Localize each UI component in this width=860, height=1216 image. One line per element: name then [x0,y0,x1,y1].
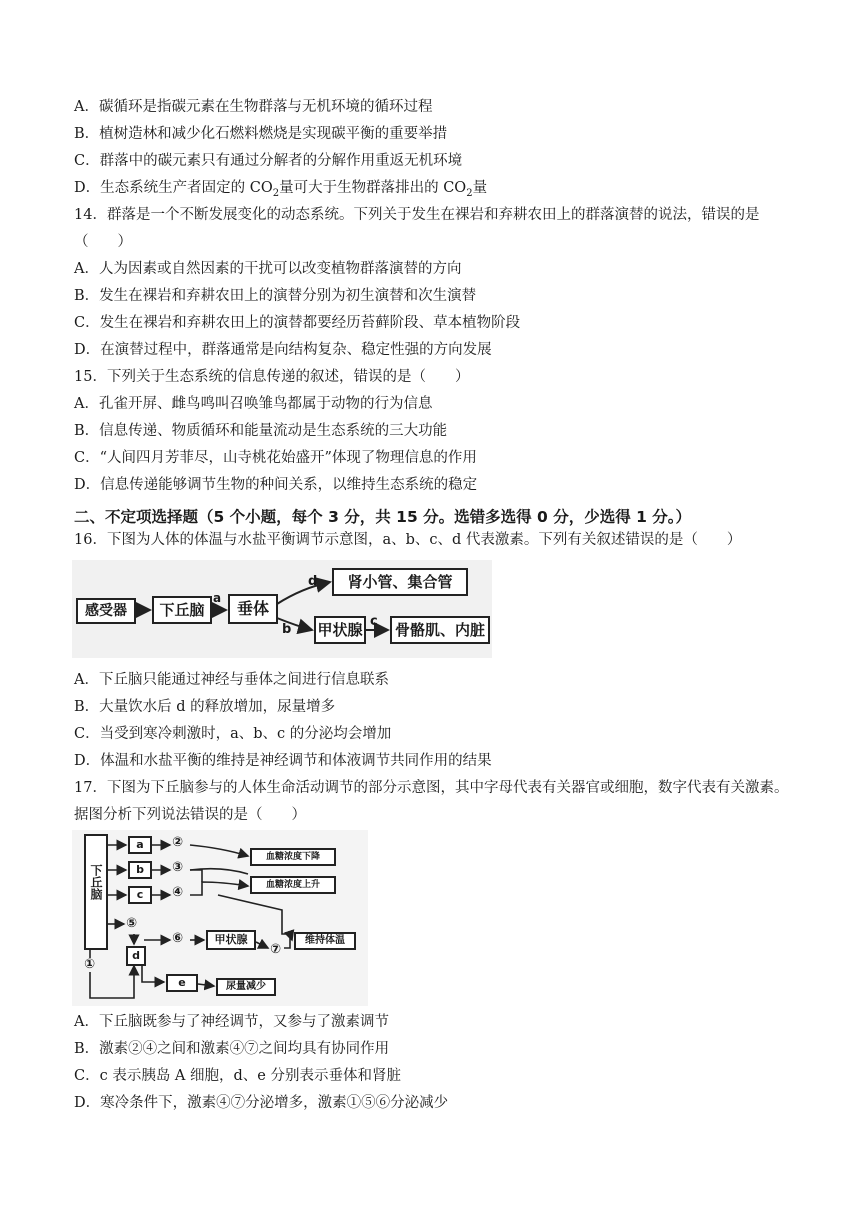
q16-option-d: D．体温和水盐平衡的维持是神经调节和体液调节共同作用的结果 [74,753,492,769]
hypothalamus-box [84,834,108,950]
q16-option-b: B．大量饮水后 d 的释放增加，尿量增多 [74,699,336,715]
q13-d-part1: D．生态系统生产者固定的 CO [74,180,273,196]
pituitary-box: 垂体 [228,594,278,624]
q14-stem: 14．群落是一个不断发展变化的动态系统。下列关于发生在裸岩和弃耕农田上的群落演替的说法，错误的是 [74,207,760,223]
q13-option-d [74,178,487,204]
q17-diagram [72,830,368,1006]
label-b: b [282,622,292,637]
hormone-1: ① [84,957,96,972]
q13-d-part2: 量可大于生物群落排出的 CO [279,180,467,196]
q14-option-d: D．在演替过程中，群落通常是向结构复杂、稳定性强的方向发展 [74,342,492,358]
q15-option-b: B．信息传递、物质循环和能量流动是生态系统的三大功能 [74,423,448,439]
q13-d-sub2: 2 [466,187,473,199]
receptor-box: 感受器 [76,598,136,624]
q17-stem-line1: 17．下图为下丘脑参与的人体生命活动调节的部分示意图，其中字母代表有关器官或细胞，数字代表有关激素。 [74,780,789,796]
arrow-d [277,582,330,604]
box-a: a [128,836,152,854]
q17-option-c: C．c 表示胰岛 A 细胞，d、e 分别表示垂体和肾脏 [74,1068,401,1084]
q14-option-b: B．发生在裸岩和弃耕农田上的演替分别为初生演替和次生演替 [74,288,477,304]
hypothalamus-label: 下丘脑 [89,864,103,900]
label-d: d [308,574,318,589]
q15-stem: 15．下列关于生态系统的信息传递的叙述，错误的是（ ） [74,369,470,385]
q13-option-a: A．碳循环是指碳元素在生物群落与无机环境的循环过程 [74,99,433,115]
q17-option-d: D．寒冷条件下，激素④⑦分泌增多，激素①⑤⑥分泌减少 [74,1095,449,1111]
q17-stem-line2: 据图分析下列说法错误的是（ ） [74,807,306,823]
q13-d-sub1: 2 [272,187,280,199]
glucose-down-box: 血糖浓度下降 [250,848,336,866]
hormone-4: ④ [172,885,184,900]
box-d: d [126,946,146,966]
hormone-2: ② [172,835,184,850]
box-c: c [128,886,152,904]
muscle-viscera-box: 骨骼肌、内脏 [390,616,490,644]
q13-option-b: B．植树造林和减少化石燃料燃烧是实现碳平衡的重要举措 [74,126,448,142]
q16-option-a: A．下丘脑只能通过神经与垂体之间进行信息联系 [74,672,389,688]
q17-option-a: A．下丘脑既参与了神经调节，又参与了激素调节 [74,1014,389,1030]
box-e: e [166,974,198,992]
hormone-6: ⑥ [172,931,184,946]
glucose-up-box: 血糖浓度上升 [250,876,336,894]
q14-answer-paren: （ ） [74,234,132,250]
q16-stem: 16．下图为人体的体温与水盐平衡调节示意图，a、b、c、d 代表激素。下列有关叙述错误的是（ ） [74,532,742,548]
hormone-3: ③ [172,860,184,875]
label-a: a [213,591,222,605]
label-c: c [370,614,378,629]
q16-option-c: C．当受到寒冷刺激时，a、b、c 的分泌均会增加 [74,726,392,742]
section-2-heading: 二、不定项选择题（5 个小题，每个 3 分，共 15 分。选错多选得 0 分，少选得 1 分。） [74,508,692,526]
thyroid-box: 甲状腺 [206,930,256,950]
box-b: b [128,861,152,879]
urine-decrease-box: 尿量减少 [216,978,276,996]
q17-option-b: B．激素②④之间和激素④⑦之间均具有协同作用 [74,1041,390,1057]
thyroid-box: 甲状腺 [314,616,366,644]
q15-option-a: A．孔雀开屏、雌鸟鸣叫召唤雏鸟都属于动物的行为信息 [74,396,433,412]
hypothalamus-box: 下丘脑 [152,596,212,624]
body-temp-box: 维持体温 [294,932,356,950]
q13-d-part3: 量 [472,180,488,196]
q14-option-c: C．发生在裸岩和弃耕农田上的演替都要经历苔藓阶段、草本植物阶段 [74,315,521,331]
kidney-box: 肾小管、集合管 [332,568,468,596]
q14-option-a: A．人为因素或自然因素的干扰可以改变植物群落演替的方向 [74,261,462,277]
q16-diagram [72,560,492,658]
q15-option-d: D．信息传递能够调节生物的种间关系，以维持生态系统的稳定 [74,477,478,493]
q15-option-c: C．“人间四月芳菲尽，山寺桃花始盛开”体现了物理信息的作用 [74,450,477,466]
q13-option-c: C．群落中的碳元素只有通过分解者的分解作用重返无机环境 [74,153,463,169]
hormone-7: ⑦ [270,942,282,957]
hormone-5: ⑤ [126,916,138,931]
